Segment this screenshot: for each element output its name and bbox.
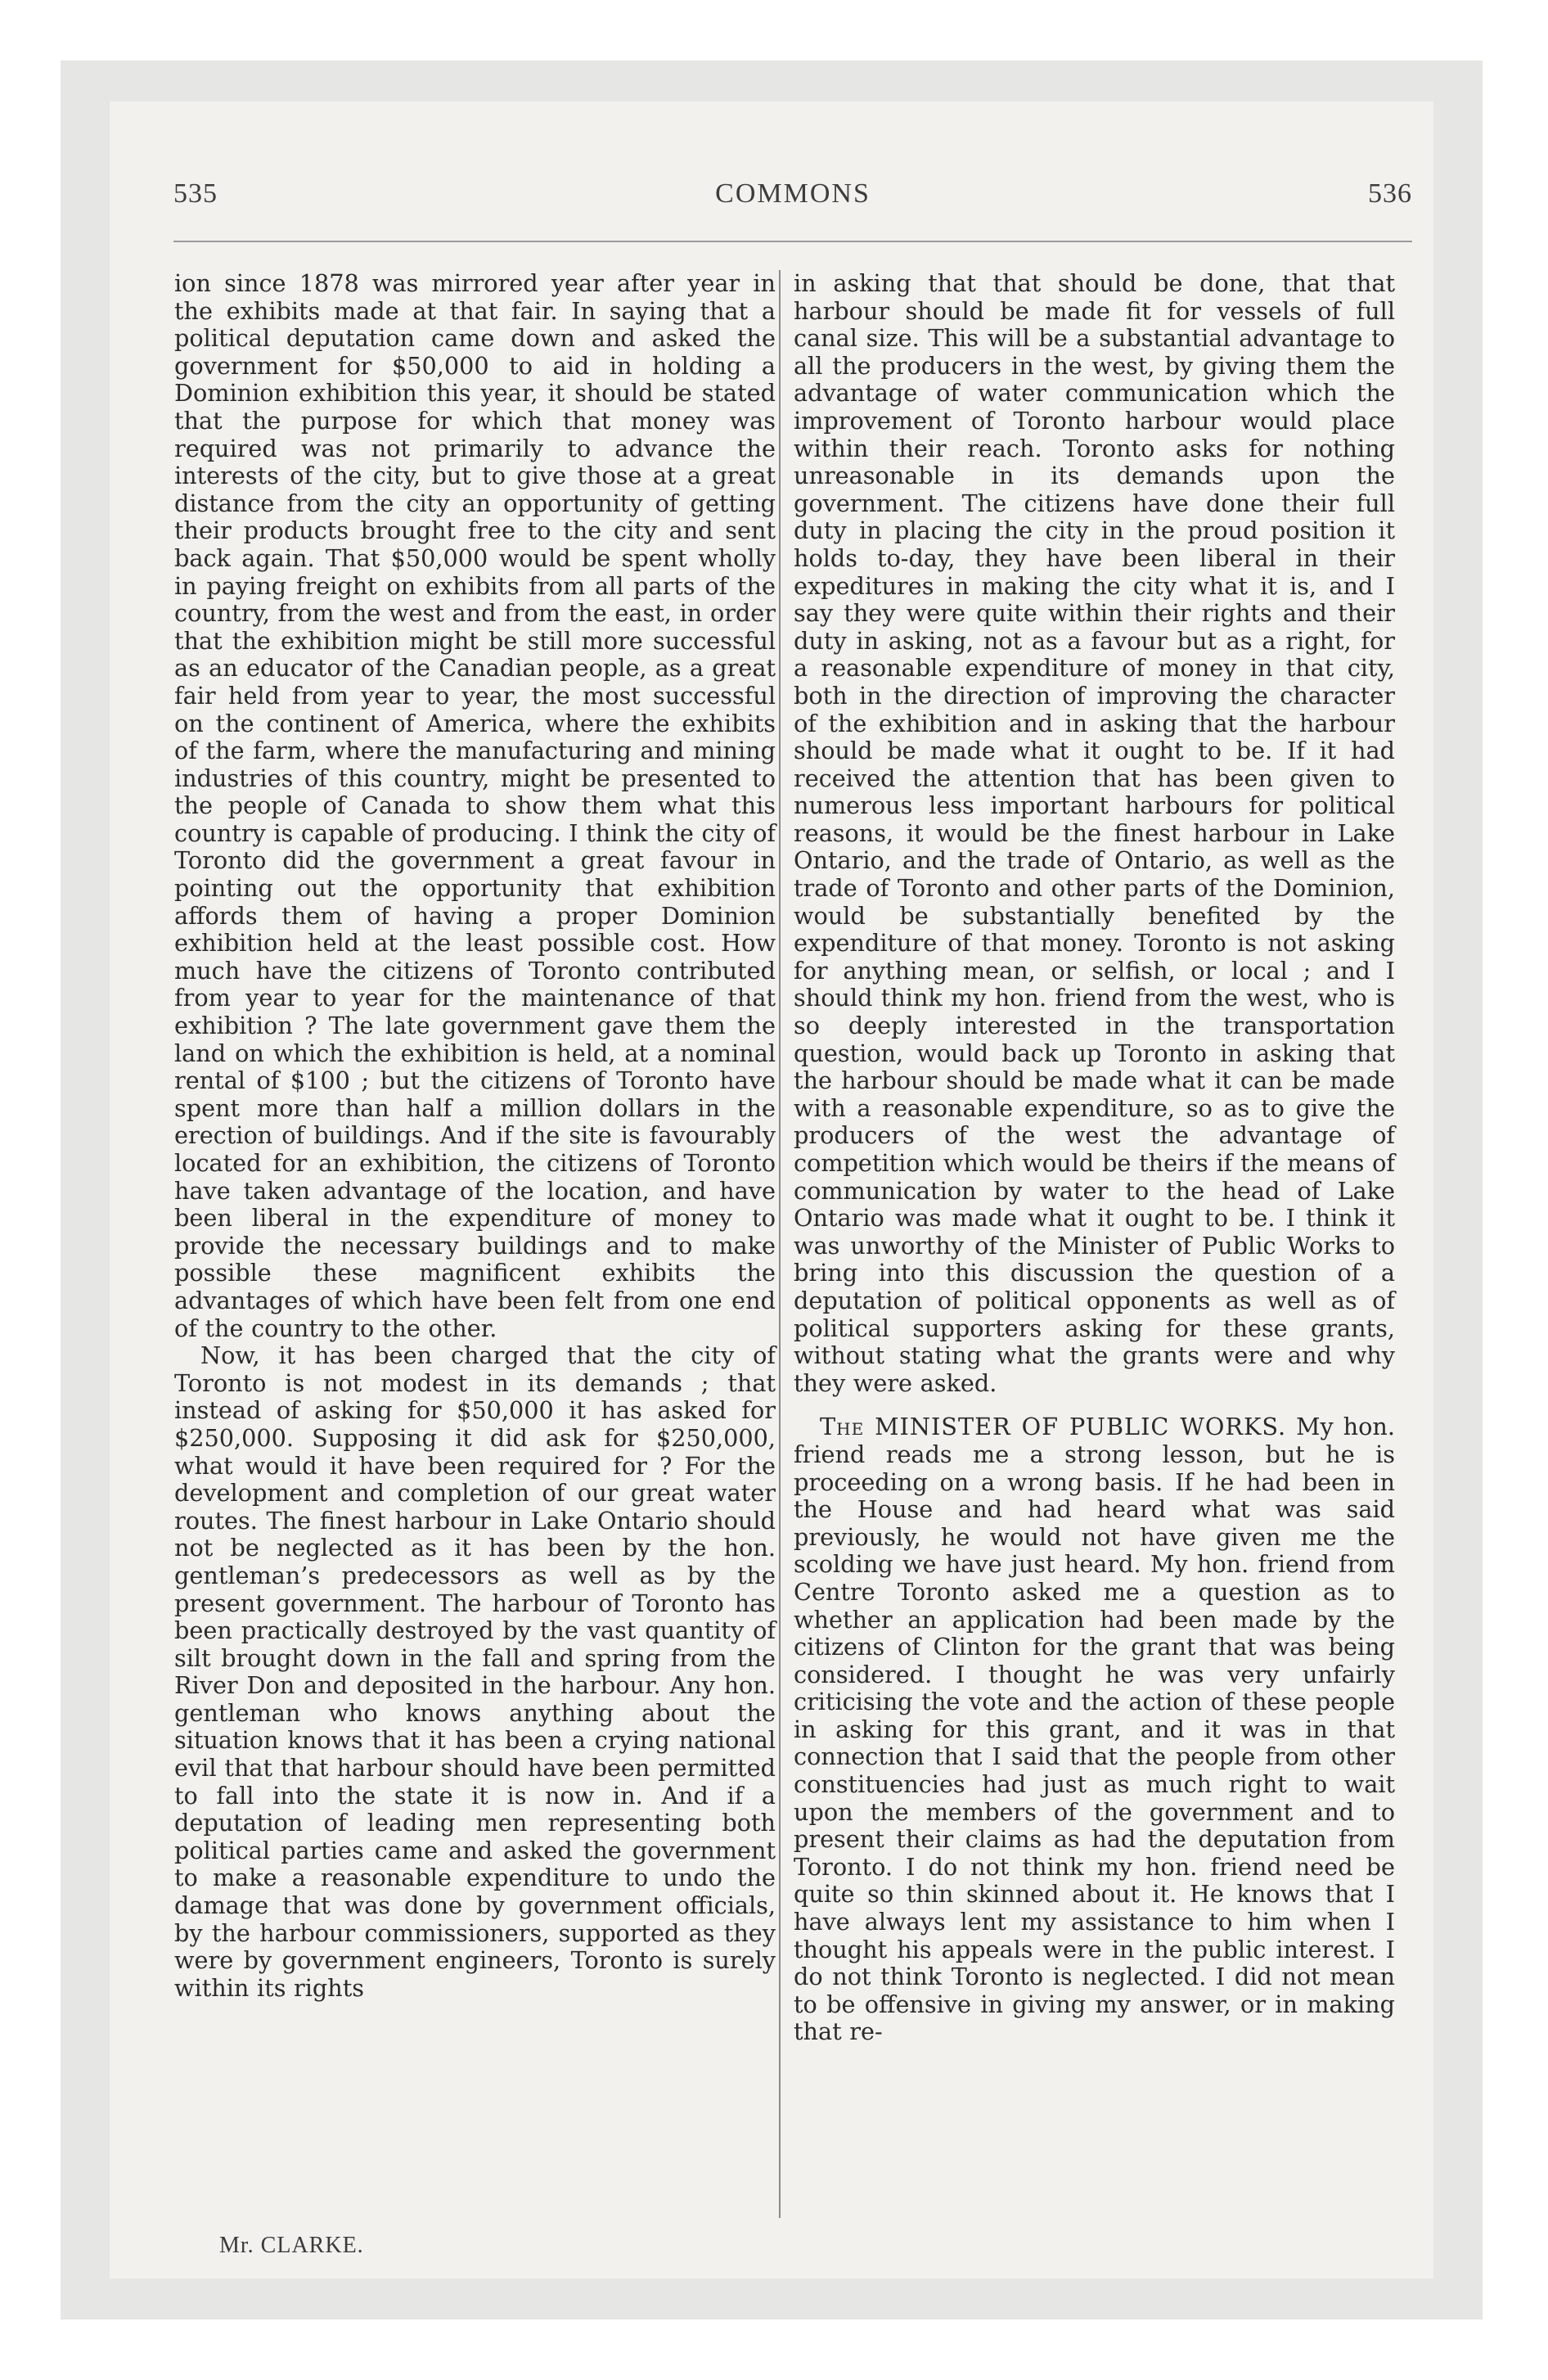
running-title: COMMONS xyxy=(715,178,871,209)
right-page-number: 536 xyxy=(1368,178,1412,209)
left-paragraph-2: Now, it has been charged that the city of Toronto is not modest in its demands ; that instead of asking for $50,000 it has asked for $250,000. Supposing it did ask for $250,000, what would it have been required for ? For the development and completion of our great water routes. The finest harbour in Lake Ontario should not be neglected as it has been by the hon. gentleman’s predecessors as well as by the present government. The harbour of Toronto has been practically destroyed by the vast quantity of silt brought down in the fall and spring from the River Don and deposited in the harbour. Any hon. gentleman who knows anything about the situation knows that it has been a crying national evil that that harbour should have been permitted to fall into the state it is now in. And if a deputation of leading men representing both political parties came and asked the government to make a reasonable expenditure to undo the damage that was done by government officials, by the harbour commissioners, supported as they were by government engineers, Toronto is surely within its rights xyxy=(174,1341,776,2002)
left-page-number: 535 xyxy=(173,178,218,209)
right-paragraph-2 xyxy=(794,1413,1395,2046)
right-paragraph-1: in asking that that should be done, that that harbour should be made fit for vessels of full canal size. This will be a substantial advantage to all the producers in the west, by giving them the advantage of water communication which the improvement of Toronto harbour would place within their reach. Toronto asks for nothing unreasonable in its demands upon the government. The citizens have done their full duty in placing the city in the proud position it holds to-day, they have been liberal in their expeditures in making the city what it is, and I say they were quite within their rights and their duty in asking, not as a favour but as a right, for a reasonable expenditure of money in that city, both in the direction of improving the character of the exhibition and in asking that the harbour should be made what it ought to be. If it had received the attention that has been given to numerous less important harbours for political reasons, it would be the finest harbour in Lake Ontario, and the trade of Ontario, as well as the trade of Toronto and other parts of the Dominion, would be substantially benefited by the expenditure of that money. Toronto is not asking for anything mean, or selfish, or local ; and I should think my hon. friend from the west, who is so deeply interested in the transportation question, would back up Toronto in asking that the harbour should be made what it can be made with a reasonable expenditure, so as to give the producers of the west the advantage of competition which would be theirs if the means of communication by water to the head of Lake Ontario was made what it ought to be. I think it was unworthy of the Minister of Public Works to bring into this discussion the question of a deputation of political opponents as well as of political supporters asking for these grants, without stating what the grants were and why they were asked. xyxy=(794,269,1395,1397)
right-paragraph-2-text: My hon. friend reads me a strong lesson, but he is proceeding on a wrong basis. If he had been in the House and had heard what was said previously, he would not have given me the scolding we have just heard. My hon. friend from Centre Toronto asked me a question as to whether an application had been made by the citizens of Clinton for the grant that was being considered. I thought he was very unfairly criticising the vote and the action of these people in asking for this grant, and it was in that connection that I said that the people from other constituencies had just as much right to wait upon the members of the government and to present their claims as had the deputation from Toronto. I do not think my hon. friend need be quite so thin skinned about it. He knows that I have always lent my assistance to him when I thought his appeals were in the public interest. I do not think Toronto is neglected. I did not mean to be offensive in giving my answer, or in making that re- xyxy=(794,1413,1396,2046)
column-divider xyxy=(779,270,781,2218)
page-footer: Mr. CLARKE. xyxy=(219,2233,364,2258)
speaker-spacer xyxy=(794,1397,1395,1413)
right-column xyxy=(794,270,1395,2046)
header-rule xyxy=(173,241,1412,242)
left-paragraph-1: ion since 1878 was mirrored year after year in the exhibits made at that fair. In saying that a political deputation came down and asked the government for $50,000 to aid in holding a Dominion exhibition this year, it should be stated that the purpose for which that money was required was not primarily to advance the interests of the city, but to give those at a great distance from the city an opportunity of getting their products brought free to the city and sent back again. That $50,000 would be spent wholly in paying freight on exhibits from all parts of the country, from the west and from the east, in order that the exhibition might be still more successful as an educator of the Canadian people, as a great fair held from year to year, the most successful on the continent of America, where the exhibits of the farm, where the manufacturing and mining industries of this country, might be presented to the people of Canada to show them what this country is capable of producing. I think the city of Toronto did the government a great favour in pointing out the opportunity that exhibition affords them of having a proper Dominion exhibition held at the least possible cost. How much have the citizens of Toronto contributed from year to year for the maintenance of that exhibition ? The late government gave them the land on which the exhibition is held, at a nominal rental of $100 ; but the citizens of Toronto have spent more than half a million dollars in the erection of buildings. And if the site is favourably located for an exhibition, the citizens of Toronto have taken advantage of the location, and have been liberal in the expenditure of money to provide the necessary buildings and to make possible these magnificent exhibits the advantages of which have been felt from one end of the country to the other. xyxy=(174,269,776,1342)
page-header xyxy=(173,178,1412,228)
speaker-name: The MINISTER OF PUBLIC WORKS. xyxy=(820,1413,1287,1441)
left-column xyxy=(174,270,776,2002)
